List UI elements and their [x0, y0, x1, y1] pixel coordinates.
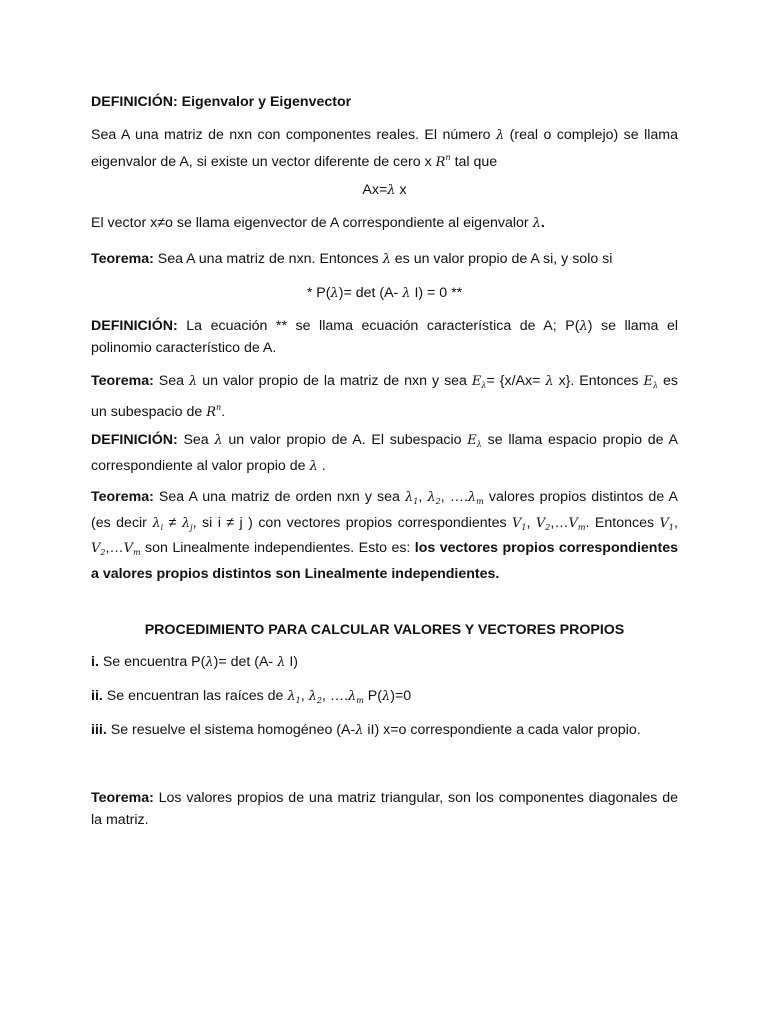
theorem-3: Teorema: Sea A una matriz de orden nxn y sea $\lambda_1$, $\lambda_2$, $\dots.\lambda_m$ valores propios distintos de A (es decir $\lambda_i \ne \lambda_j$, si i ≠ j ) con vectores propios correspondientes $V_1$, $V_2,\dots V_m$. Entonces $V_1$, $V_2,\dots V_m$ son Linealmente independientes. Esto es: los vectores propios correspondientes a valores propios distintos son Linealmente independientes. [91, 489, 678, 582]
definition-heading: DEFINICIÓN: Eigenvalor y Eigenvector [91, 94, 352, 110]
procedure-title: PROCEDIMIENTO PARA CALCULAR VALORES Y VECTORES PROPIOS [144, 622, 625, 638]
procedure-step-ii: ii. Se encuentran las raíces de $\lambda_1$, $\lambda_2$, $\dots.\lambda_m$ P(λ)=0 [91, 688, 412, 705]
characteristic-polynomial-definition: DEFINICIÓN: La ecuación ** se llama ecuación característica de A; P(λ) se llama el polinomio característico de A. [91, 318, 679, 356]
procedure-step-iii: iii. Se resuelve el sistema homogéneo (A-λ iI) x=o correspondiente a cada valor propio. [91, 722, 641, 738]
theorem-1: Teorema: Sea A una matriz de nxn. Entonces λ es un valor propio de A si, y solo si [91, 251, 613, 267]
procedure-step-i: i. Se encuentra P(λ)= det (A- λ I) [91, 654, 298, 670]
eigenvector-paragraph: El vector x≠o se llama eigenvector de A correspondiente al eigenvalor λ. [91, 215, 545, 231]
eigenvalue-definition-paragraph: Sea A una matriz de nxn con componentes reales. El número λ (real o complejo) se llama eigenvalor de A, si existe un vector diferente de cero x $R^n$ tal que [91, 127, 678, 170]
characteristic-equation: * P(λ)= det (A- λ I) = 0 ** [306, 285, 463, 301]
theorem-4: Teorema: Los valores propios de una matriz triangular, son los componentes diagonales de la matriz. [91, 790, 678, 828]
eigenspace-definition: DEFINICIÓN: Sea λ un valor propio de A. El subespacio $E_\lambda$ se llama espacio propio de A correspondiente al valor propio de λ . [91, 432, 678, 474]
eigen-equation: Ax=λ x [362, 182, 407, 198]
theorem-2: Teorema: Sea λ un valor propio de la matriz de nxn y sea $E_\lambda= \{x/Ax= \lambda$ x}. Entonces $E_\lambda$ es un subespacio de $R^n$. [91, 373, 678, 420]
